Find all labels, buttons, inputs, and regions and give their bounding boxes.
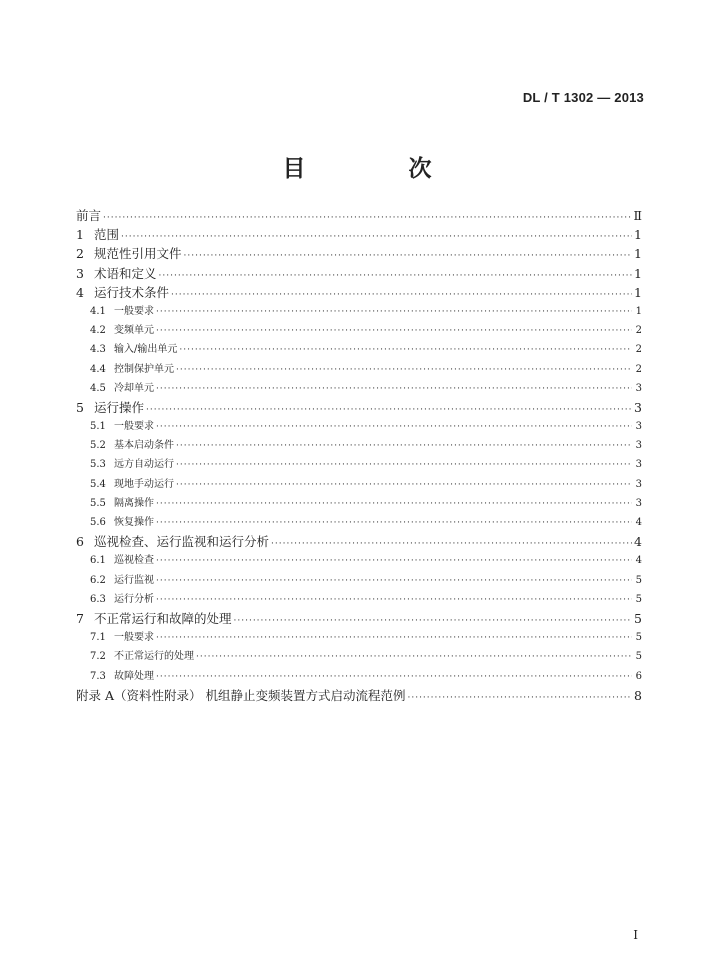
toc-entry-number: 1: [76, 227, 84, 243]
toc-entry[interactable]: [76, 532, 642, 551]
toc-entry-title: 控制保护单元: [114, 363, 174, 375]
toc-entry[interactable]: [76, 379, 642, 398]
toc-entry[interactable]: [76, 647, 642, 666]
toc-entry[interactable]: [76, 551, 642, 570]
toc-entry-page: 4: [635, 517, 642, 528]
toc-leader-dots: [156, 322, 632, 341]
toc-leader-dots: [176, 437, 632, 456]
toc-entry-page: 5: [634, 610, 642, 626]
toc-entry-number: 5.5: [90, 497, 106, 509]
toc-entry-number: 4: [76, 284, 84, 300]
toc-entry-page: 2: [635, 325, 642, 337]
toc-leader-dots: [176, 456, 632, 475]
toc-leader-dots: [184, 247, 632, 266]
toc-leader-dots: [176, 361, 632, 380]
toc-entry-number: 6.2: [90, 574, 106, 586]
toc-entry-page: 3: [635, 459, 642, 471]
toc-entry-number: 4.5: [90, 382, 106, 394]
toc-entry-title: 故障处理: [114, 670, 154, 682]
toc-leader-dots: [156, 668, 632, 687]
toc-entry-number: 3: [76, 265, 84, 281]
toc-entry[interactable]: [76, 494, 642, 513]
toc-leader-dots: [103, 209, 631, 228]
toc-entry-page: 6: [635, 670, 642, 682]
toc-entry-number: 7.2: [90, 651, 106, 663]
toc-entry[interactable]: [76, 475, 642, 494]
toc-entry-title: 冷却单元: [114, 382, 154, 394]
toc-leader-dots: [407, 689, 632, 708]
toc-entry-page: Ⅱ: [633, 208, 642, 223]
toc-entry-number: 5.1: [90, 421, 106, 433]
page-number: I: [633, 928, 638, 942]
toc-entry[interactable]: [76, 206, 642, 225]
toc-entry[interactable]: [76, 436, 642, 455]
table-of-contents: [76, 206, 642, 705]
toc-leader-dots: [159, 267, 632, 286]
toc-entry[interactable]: [76, 571, 642, 590]
toc-entry-number: 5.6: [90, 517, 106, 528]
toc-leader-dots: [196, 648, 632, 667]
toc-entry-title: 输入/输出单元: [114, 344, 178, 356]
toc-entry-title: 远方自动运行: [114, 459, 174, 471]
toc-leader-dots: [156, 591, 632, 610]
toc-entry-title: 术语和定义: [94, 265, 157, 281]
toc-entry-title: 运行操作: [94, 399, 145, 415]
toc-entry-title: 一般要求: [114, 305, 154, 317]
toc-leader-dots: [156, 418, 632, 437]
toc-entry-page: 1: [635, 305, 642, 317]
toc-entry[interactable]: [76, 417, 642, 436]
toc-entry-number: 4.1: [90, 305, 106, 317]
toc-entry-page: 3: [635, 440, 642, 452]
toc-entry[interactable]: [76, 244, 642, 263]
toc-entry-title: 现地手动运行: [114, 478, 174, 490]
toc-leader-dots: [156, 629, 632, 648]
toc-entry-number: 4.3: [90, 344, 106, 356]
toc-entry-page: 1: [634, 265, 642, 281]
toc-entry-title: 变频单元: [114, 325, 154, 337]
toc-entry-number: 7: [76, 610, 84, 626]
toc-entry-title: 运行监视: [114, 574, 154, 586]
toc-entry-title: 恢复操作: [114, 517, 154, 528]
toc-entry-title: 基本启动条件: [114, 440, 174, 452]
toc-entry-page: 5: [635, 574, 642, 586]
toc-entry-page: 3: [635, 478, 642, 490]
toc-entry-title: 巡视检查、运行监视和运行分析: [94, 534, 270, 550]
toc-entry-title: 运行分析: [114, 593, 154, 605]
toc-entry-page: 4: [634, 534, 642, 550]
toc-entry-page: 8: [634, 687, 642, 703]
toc-entry-number: 5.2: [90, 440, 106, 452]
toc-entry-title: 一般要求: [114, 632, 154, 644]
toc-entry-number: 7.3: [90, 670, 106, 682]
toc-entry[interactable]: [76, 321, 642, 340]
toc-entry-number: 2: [76, 246, 84, 262]
toc-entry-page: 3: [635, 421, 642, 433]
toc-entry[interactable]: [76, 264, 642, 283]
toc-entry-number: 5.4: [90, 478, 106, 490]
toc-entry[interactable]: [76, 398, 642, 417]
toc-entry-title: 隔离操作: [114, 497, 154, 509]
toc-entry-number: 6.1: [90, 555, 106, 567]
toc-entry-title: 前言: [76, 208, 102, 223]
toc-entry[interactable]: [76, 590, 642, 609]
toc-leader-dots: [156, 552, 632, 571]
toc-entry-page: 1: [634, 246, 642, 262]
toc-leader-dots: [156, 380, 632, 399]
toc-entry-number: 5.3: [90, 459, 106, 471]
toc-leader-dots: [176, 476, 632, 495]
toc-entry[interactable]: [76, 225, 642, 244]
toc-entry[interactable]: [76, 667, 642, 686]
toc-entry[interactable]: [76, 283, 642, 302]
toc-entry[interactable]: [76, 513, 642, 532]
toc-entry-page: 1: [634, 284, 642, 300]
toc-entry-title: 一般要求: [114, 421, 154, 433]
toc-leader-dots: [179, 341, 632, 360]
toc-entry-number: 6: [76, 534, 84, 550]
toc-entry-title: 不正常运行的处理: [114, 651, 194, 663]
toc-leader-dots: [156, 303, 632, 322]
toc-entry[interactable]: [76, 302, 642, 321]
toc-leader-dots: [156, 514, 632, 533]
toc-entry-page: 3: [635, 497, 642, 509]
toc-entry[interactable]: [76, 609, 642, 628]
toc-entry-page: 3: [634, 399, 642, 415]
toc-entry-number: 4.4: [90, 363, 106, 375]
standard-code: DL / T 1302 — 2013: [522, 90, 644, 105]
toc-entry-number: 4.2: [90, 325, 106, 337]
toc-leader-dots: [121, 228, 632, 247]
toc-entry[interactable]: [76, 455, 642, 474]
toc-entry-number: 6.3: [90, 593, 106, 605]
toc-entry[interactable]: [76, 686, 642, 705]
toc-leader-dots: [156, 495, 632, 514]
toc-entry-page: 2: [635, 344, 642, 356]
toc-entry-page: 5: [635, 651, 642, 663]
toc-entry-page: 5: [635, 593, 642, 605]
toc-entry[interactable]: [76, 628, 642, 647]
toc-entry-title: 附录 A（资料性附录） 机组静止变频装置方式启动流程范例: [76, 687, 406, 703]
toc-entry-number: 5: [76, 399, 84, 415]
toc-entry-title: 巡视检查: [114, 555, 154, 567]
page-title: 目 次: [282, 155, 472, 182]
toc-entry-title: 不正常运行和故障的处理: [94, 610, 232, 626]
toc-entry-number: 7.1: [90, 632, 106, 644]
toc-entry[interactable]: [76, 360, 642, 379]
toc-entry-page: 5: [635, 632, 642, 644]
toc-entry-title: 范围: [94, 227, 120, 243]
toc-entry-title: 规范性引用文件: [94, 246, 182, 262]
toc-entry[interactable]: [76, 340, 642, 359]
toc-leader-dots: [156, 572, 632, 591]
toc-entry-title: 运行技术条件: [94, 284, 170, 300]
toc-entry-page: 2: [635, 363, 642, 375]
toc-entry-page: 3: [635, 382, 642, 394]
toc-entry-page: 4: [635, 555, 642, 567]
toc-entry-page: 1: [634, 227, 642, 243]
